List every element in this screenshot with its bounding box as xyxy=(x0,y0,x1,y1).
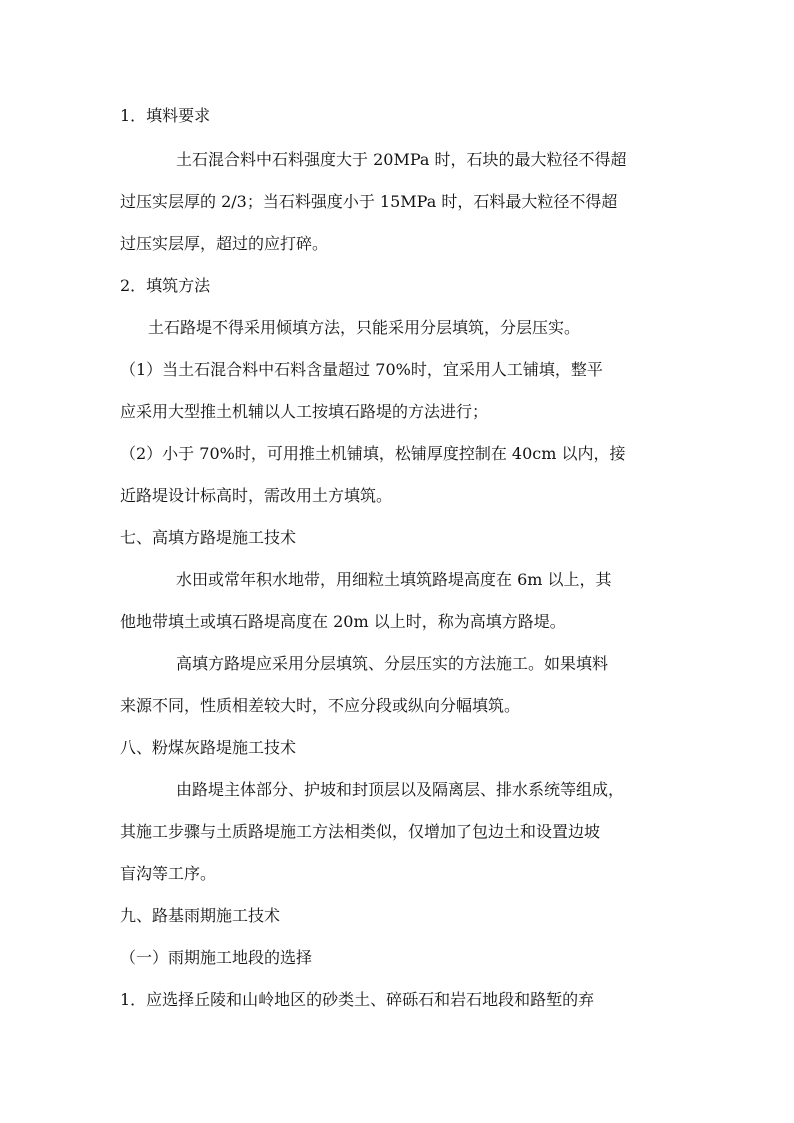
list-item-line: 近路堤设计标高时，需改用土方填筑。 xyxy=(120,486,393,505)
list-item-line: 应采用大型推土机辅以人工按填石路堤的方法进行； xyxy=(120,402,489,421)
paragraph-line: 过压实层厚，超过的应打碎。 xyxy=(120,234,329,253)
heading-fill-method: 2．填筑方法 xyxy=(120,276,211,295)
subheading-site-selection: （一）雨期施工地段的选择 xyxy=(120,948,313,967)
heading-fill-requirements: 1．填料要求 xyxy=(120,106,211,125)
paragraph-line: 来源不同，性质相差较大时，不应分段或纵向分幅填筑。 xyxy=(120,696,521,715)
paragraph-line: 高填方路堤应采用分层填筑、分层压实的方法施工。如果填料 xyxy=(176,654,609,673)
list-item-line: （1）当土石混合料中石料含量超过 70%时，宜采用人工铺填，整平 xyxy=(120,360,603,379)
paragraph-line: 其施工步骤与土质路堤施工方法相类似，仅增加了包边土和设置边坡 xyxy=(120,822,601,841)
paragraph-line: 他地带填土或填石路堤高度在 20m 以上时，称为高填方路堤。 xyxy=(120,612,566,631)
heading-fly-ash-embankment: 八、粉煤灰路堤施工技术 xyxy=(120,738,297,757)
paragraph-line: 盲沟等工序。 xyxy=(120,864,217,883)
heading-rainy-season-construction: 九、路基雨期施工技术 xyxy=(120,906,281,925)
paragraph-line: 土石路堤不得采用倾填方法，只能采用分层填筑，分层压实。 xyxy=(148,318,581,337)
paragraph-line: 土石混合料中石料强度大于 20MPa 时，石块的最大粒径不得超 xyxy=(176,150,627,169)
list-item-line: 1．应选择丘陵和山岭地区的砂类土、碎砾石和岩石地段和路堑的弃 xyxy=(120,990,595,1009)
heading-high-fill-embankment: 七、高填方路堤施工技术 xyxy=(120,528,297,547)
paragraph-line: 由路堤主体部分、护坡和封顶层以及隔离层、排水系统等组成， xyxy=(176,780,625,799)
paragraph-line: 水田或常年积水地带，用细粒土填筑路堤高度在 6m 以上，其 xyxy=(176,570,612,589)
list-item-line: （2）小于 70%时，可用推土机铺填，松铺厚度控制在 40cm 以内，接 xyxy=(120,444,626,463)
paragraph-line: 过压实层厚的 2/3；当石料强度小于 15MPa 时，石料最大粒径不得超 xyxy=(120,192,618,211)
